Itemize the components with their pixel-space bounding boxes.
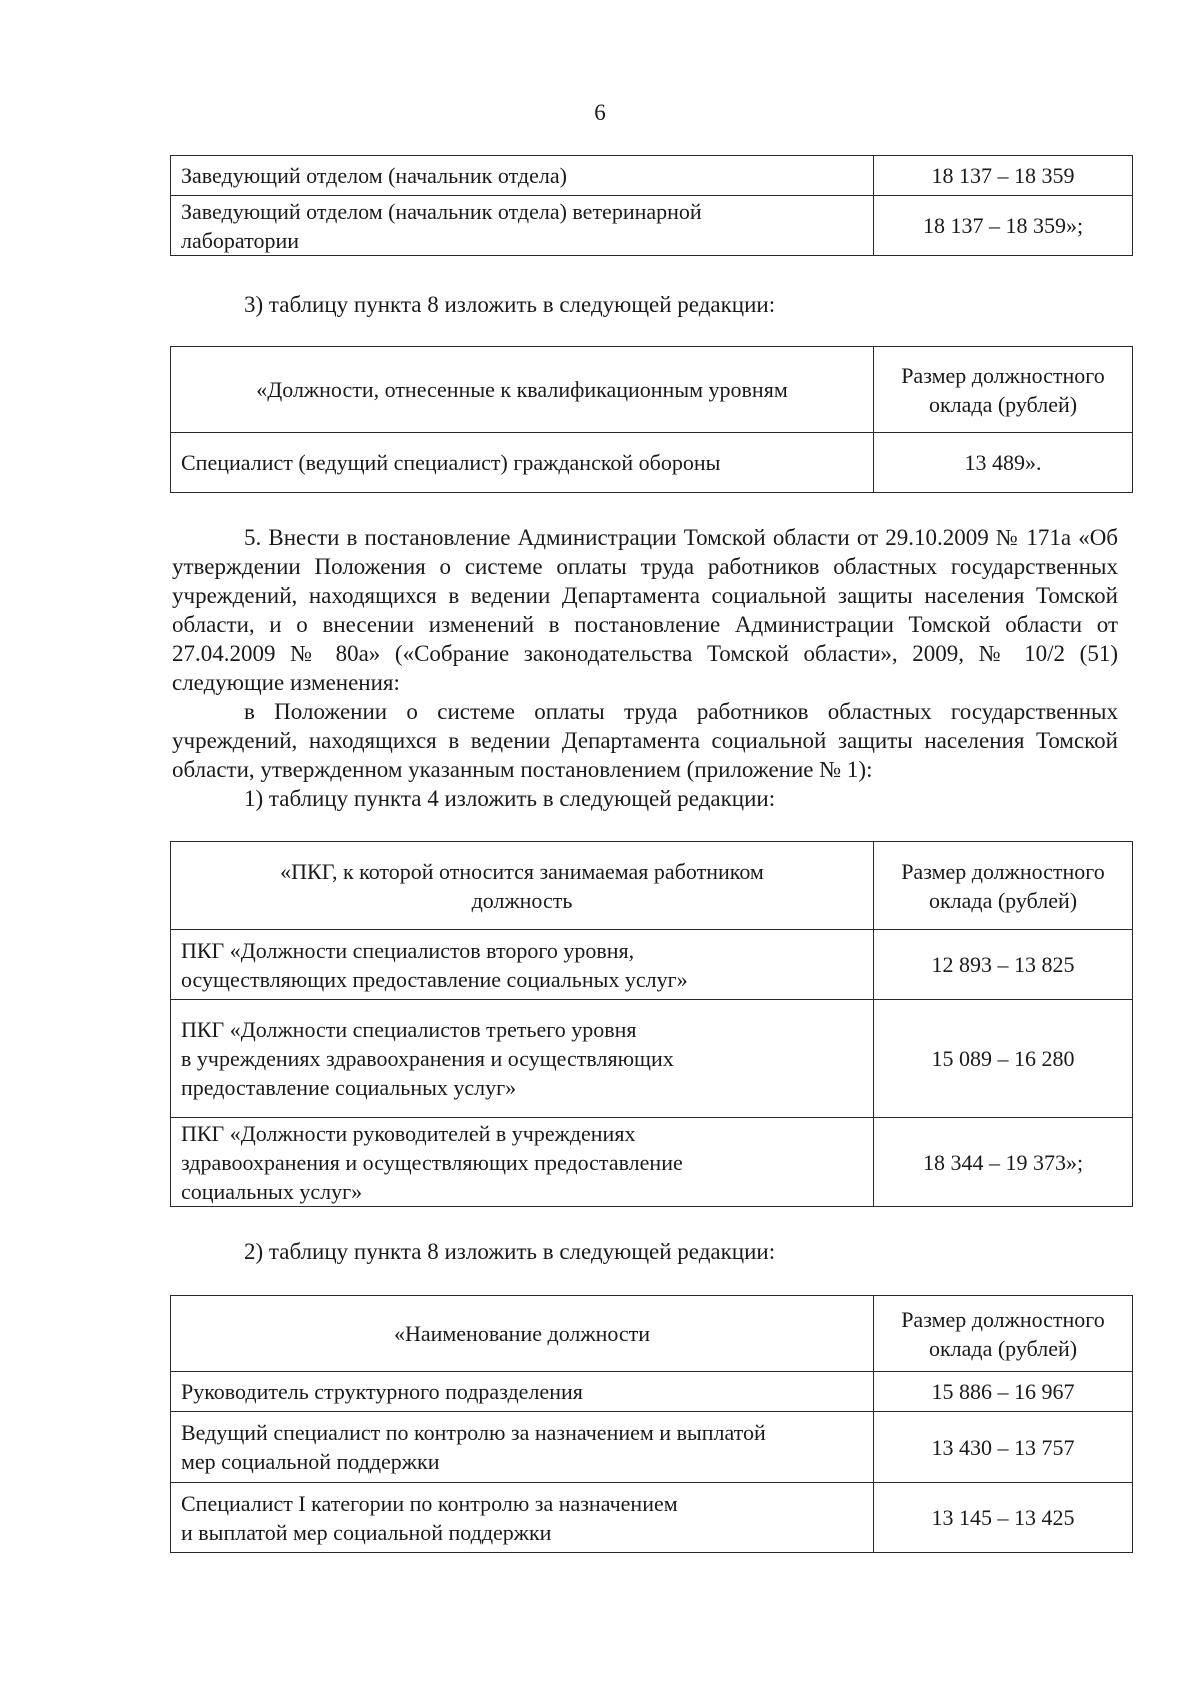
salary-table-3 [170, 841, 1133, 1207]
table-row [171, 433, 1133, 493]
table-header-row [171, 1296, 1133, 1372]
salary-value-cell: 12 893 – 13 825 [874, 930, 1133, 1000]
salary-value-cell: 15 886 – 16 967 [874, 1372, 1133, 1412]
salary-value-cell: 18 137 – 18 359»; [874, 196, 1133, 256]
salary-table-4 [170, 1295, 1133, 1553]
table-row [171, 1118, 1133, 1207]
position-name-cell: ПКГ «Должности руководителей в учреждениях здравоохранения и осуществляющих предоставление социальных услуг» [171, 1118, 874, 1207]
header-salary: Размер должностного оклада (рублей) [874, 347, 1133, 433]
position-name-cell: Заведующий отделом (начальник отдела) ветеринарной лаборатории [171, 196, 874, 256]
table-row [171, 930, 1133, 1000]
position-name-cell: Специалист I категории по контролю за назначением и выплатой мер социальной поддержки [171, 1483, 874, 1553]
table-row [171, 1000, 1133, 1118]
salary-value-cell: 13 430 – 13 757 [874, 1412, 1133, 1483]
position-name-cell: ПКГ «Должности специалистов третьего уровня в учреждениях здравоохранения и осуществляющих предоставление социальных услуг» [171, 1000, 874, 1118]
salary-table-1 [170, 155, 1133, 256]
table-header-row [171, 842, 1133, 930]
table-row [171, 1483, 1133, 1553]
position-name-cell: Заведующий отделом (начальник отдела) [171, 156, 874, 196]
salary-value-cell: 18 344 – 19 373»; [874, 1118, 1133, 1207]
salary-table-2 [170, 346, 1133, 493]
salary-value-cell: 15 089 – 16 280 [874, 1000, 1133, 1118]
paragraph-item-3: 3) таблицу пункта 8 изложить в следующей редакции: [244, 292, 776, 317]
salary-value-cell: 13 145 – 13 425 [874, 1483, 1133, 1553]
salary-value-cell: 18 137 – 18 359 [874, 156, 1133, 196]
position-name-cell: Ведущий специалист по контролю за назначением и выплатой мер социальной поддержки [171, 1412, 874, 1483]
table-row [171, 196, 1133, 256]
page-number: 6 [594, 100, 606, 125]
header-positions: «Должности, отнесенные к квалификационным уровням [171, 347, 874, 433]
header-pkg: «ПКГ, к которой относится занимаемая работником должность [171, 842, 874, 930]
paragraph-polozhenie [172, 697, 1118, 784]
salary-value-cell: 13 489». [874, 433, 1133, 493]
paragraph-polozhenie-text: в Положении о системе оплаты труда работников областных государственных учреждений, находящихся в ведении Департамента социальной защиты населения Томской области, утвержденном указанным постановлением (приложение № 1): [172, 699, 1118, 782]
paragraph-5-text: 5. Внести в постановление Администрации Томской области от 29.10.2009 № 171а «Об утверждении Положения о системе оплаты труда работников областных государственных учреждений, находящихся в ведении Департамента социальной защиты населения Томской области, и о внесении изменений в постановление Администрации Томской области от 27.04.2009 № 80а» («Собрание законодательства Томской области», 2009, № 10/2 (51) следующие изменения: [172, 525, 1118, 695]
table-header-row [171, 347, 1133, 433]
position-name-cell: ПКГ «Должности специалистов второго уровня, осуществляющих предоставление социальных услуг» [171, 930, 874, 1000]
position-name-cell: Руководитель структурного подразделения [171, 1372, 874, 1412]
header-salary: Размер должностного оклада (рублей) [874, 842, 1133, 930]
paragraph-item-1: 1) таблицу пункта 4 изложить в следующей редакции: [244, 786, 776, 811]
paragraph-item-2: 2) таблицу пункта 8 изложить в следующей редакции: [244, 1239, 776, 1264]
header-position-name: «Наименование должности [171, 1296, 874, 1372]
table-row [171, 1372, 1133, 1412]
position-name-cell: Специалист (ведущий специалист) гражданской обороны [171, 433, 874, 493]
paragraph-5 [172, 523, 1118, 697]
table-row [171, 156, 1133, 196]
header-salary: Размер должностного оклада (рублей) [874, 1296, 1133, 1372]
table-row [171, 1412, 1133, 1483]
